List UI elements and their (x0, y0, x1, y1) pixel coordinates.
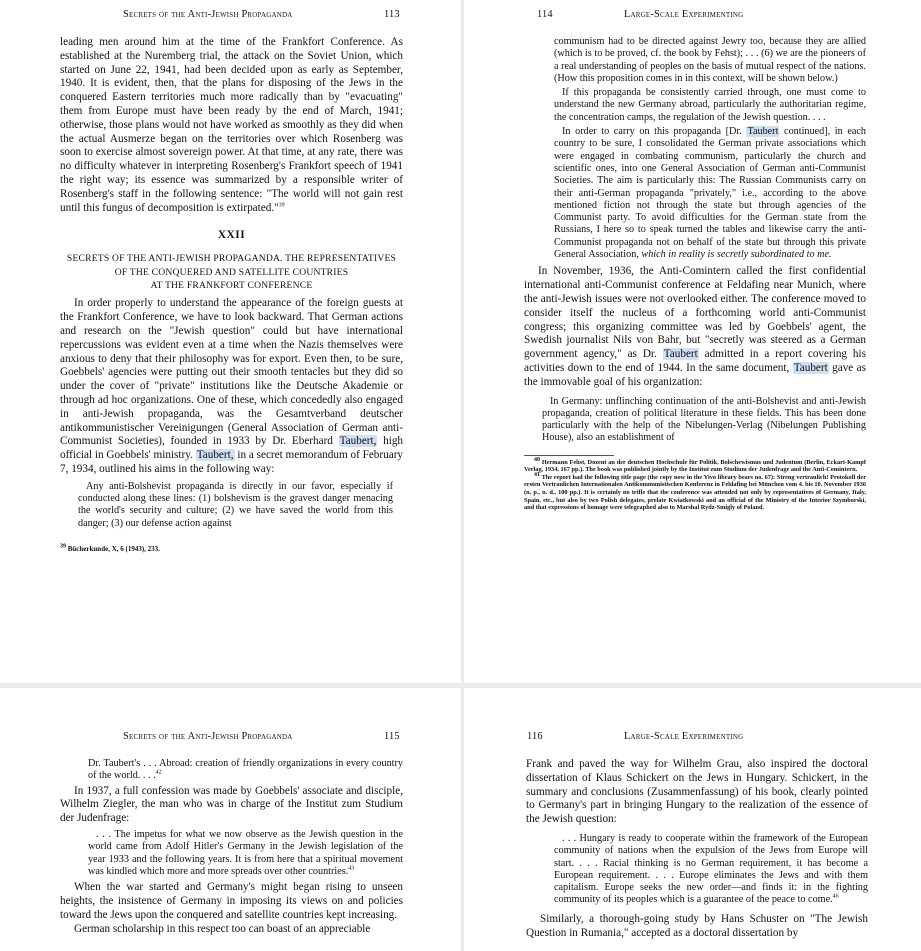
header-title: Secrets of the Anti-Jewish Propaganda (123, 731, 293, 742)
search-highlight: Taubert (793, 361, 828, 374)
header-title: Large-Scale Experimenting (624, 731, 744, 742)
search-highlight: Taubert (663, 348, 698, 361)
page-number: 116 (527, 731, 543, 742)
search-highlight: Taubert (747, 126, 779, 138)
chapter-title: SECRETS OF THE ANTI-JEWISH PROPAGANDA. THE REPRESENTATIVES OF THE CONQUERED AND SATELLITE COUNTRIES AT THE FRANKFORT CONFERENCE (66, 253, 397, 291)
page-body (526, 758, 868, 940)
block-quote: In Germany: unflinching continuation of the anti-Bolshevist and anti-Jewish propaganda, creation of political literature in these fields. This has been done particularly with the help of the Nibelungen-Verlag (Nibelungen Publishing House), also an establishment of (542, 395, 866, 444)
running-header (624, 731, 743, 742)
chapter-number: XXII (217, 229, 246, 242)
footnote-rule (524, 455, 614, 456)
running-header (624, 9, 743, 20)
footnotes: $^{40}$ Hermann Fehst, Dozent an der deutschen Hochschule für Politik, Bolschewismus und Judentum (Berlin, Eckart-Kampf Verlag, 1934, 167 pp.). The book was published jointly by the Institut zum Studium der Judenfrage and the Anti-Comintern. $^{41}$ The report had the following title page (the copy now in the Yivo library bears no. 67): Streng vertraulich! Protokoll der ersten Vertraulichen Internationalen Antikommunistischen Konferenz in Feldafing bei München vom 4. bis 10. November 1936 (n. p., n. d., 100 pp.). It is certainly no trifle that the conference was attended not only by representatives of Germany, Italy, Spain, etc., but also by two Polish delegates, prelate Kwiatkowski and an official of the Ministry of the Interior Szymborski, and that expressions of homage were telegraphed also to Marshal Rydz-Smigly of Poland. (524, 456, 867, 512)
paragraph: In 1937, a full confession was made by Goebbels' associate and disciple, Wilhelm Ziegler, the man who was in charge of the Institut zum Studium der Judenfrage: (60, 784, 403, 825)
page-116 (464, 688, 921, 951)
block-quote: Any anti-Bolshevist propaganda is directly in our favor, especially if conducted along these lines: (1) bolshevism is the gravest danger menacing the world's security and culture; (2) we have saved the world from this danger; (3) our defense action against (78, 480, 393, 529)
page-115 (0, 688, 461, 951)
search-highlight: Taubert, (339, 435, 377, 448)
block-quote: Dr. Taubert's . . . Abroad: creation of friendly organizations in every country of the world. . . .$^{42}$ (88, 758, 403, 782)
running-header (123, 731, 293, 742)
page-body (60, 36, 403, 554)
block-quote: . . . The impetus for what we now observe as the Jewish question in the world came from Adolf Hitler's Germany in the Jewish legislation of the year 1933 and the following years. It is from here that a spiritual movement was kindled which more and more spreads over other countries.$^{43}$ (88, 828, 403, 877)
page-number: 113 (384, 9, 400, 20)
page-body (60, 758, 403, 936)
footnote: $^{39}$ Bücherkunde, X, 6 (1943), 233. (60, 543, 160, 553)
paragraph: In order properly to understand the appearance of the foreign guests at the Frankfort Conference, we have to look backward. That German actions and research on the "Jewish question" could but have international repercussions was evident even at a time when the Nazis themselves were anxious to deny that their philosophy was for export. Even then, to be sure, Goebbels' agencies were putting out their smooth tentacles but they did so under the cover of "private" institutions like the Deutsche Akademie or through ad hoc organizations. One of these, which concededly also engaged in anti-Jewish propaganda, was the Gesamtverband deutscher antikommunistischer Vereinigungen (General Association of German anti-Communist Societies), founded in 1933 by Dr. Eberhard Taubert, high official in Goebbels' ministry. Taubert, in a secret memorandum of February 7, 1934, outlined his aims in the following way: (60, 297, 404, 475)
paragraph: In November, 1936, the Anti-Comintern called the first confidential international anti-Communist conference at Feldafing near Munich, where the anti-Jewish issues were not overlooked either. The conference moved to consider itself the nucleus of a forthcoming world anti-Communist congress; this organizing committee was led by Goebbels' agent, the Swedish journalist Nils von Bahr, but "secretly was steered as a German government agency," as Dr. Taubert admitted in a report covering his activities down to the end of 1944. In the same document, Taubert gave as the immovable goal of his organization: (524, 265, 866, 388)
paragraph: German scholarship in this respect too can boast of an appreciable (74, 922, 371, 935)
page-114 (464, 0, 921, 683)
paragraph: Similarly, a thorough-going study by Hans Schuster on "The Jewish Question in Rumania," accepted as a doctoral dissertation by (526, 912, 868, 939)
block-quote: communism had to be directed against Jewry too, because they are allied (which is to be proved, cf. the book by Fehst); . . . (6) we are the pioneers of a real understanding of peoples on the basis of mutual respect of the nations. (How this proposition comes in in this context, will be shown below.) If this propaganda be consistently carried through, one must come to understand the new Germany abroad, particularly the authoritarian regime, the concentration camps, the regulation of the Jewish question. . . . In order to carry on this propaganda [Dr. Taubert continued], in each country to be sure, I consolidated the German private associations which were engaged in combating communism, particularly the church and scientific ones, into one General Association of German anti-Communist Societies. The aim is particularly this: The Russian Communists carry on their anti-German propaganda "privately," i.e., according to the above mentioned fiction not through the state but through agencies of the Communist party. To avoid difficulties for the German state from the Russians, I here so to speak turned the tables and likewise carry the anti-Communist propaganda not on behalf of the state but through this private General Association, which in reality is secretly subordinated to me. (554, 36, 867, 261)
block-quote: . . . Hungary is ready to cooperate within the framework of the European community of nations when the expulsion of the Jews from Europe will start. . . . Racial thinking is no German requirement, it has become a European requirement. . . . Europe eliminates the Jews and with them capitalism. Europe seeks the new order—and finds it: in the fighting community of its peoples which is a guarantee of the peace to come.$^{46}$ (554, 832, 868, 906)
page-number: 114 (537, 9, 553, 20)
page-number: 115 (384, 731, 400, 742)
search-highlight: Taubert, (196, 449, 234, 462)
paragraph: Frank and paved the way for Wilhelm Grau, also inspired the doctoral dissertation of Klaus Schickert on the Jews in Hungary. Schickert, in the summary and conclusions (Zusammenfassung) of his book, clearly pointed to Germany's part in bringing Hungary to the realization of the essence of the Jewish question: (526, 758, 868, 826)
paragraph: leading men around him at the time of the Frankfort Conference. As established at the Nuremberg trial, the attack on the Soviet Union, which started on June 22, 1941, had been decided upon as early as September, 1940. It is evident, then, that the plans for disposing of the Jews in the conquered Eastern territories much more radically than by "evacuating" them from Europe must have been ready by the end of March, 1941; otherwise, those plans would not have worked as smoothly as they did when the actual Ausmerze began on the territories over which Rosenberg was soon to exercise almost sovereign power. At that time, at any rate, there was no difficulty whatever in interpreting Rosenberg's Frankfort speech of 1941 the right way; its essence was summarized by a responsible writer of Rosenberg's staff in the following sentence: "The world will not gain rest until this fungus of decomposition is extirpated."$^{39}$ (60, 36, 403, 214)
running-header (123, 9, 293, 20)
page-body (524, 36, 866, 512)
paragraph: When the war started and Germany's might began rising to unseen heights, the insistence of Germany in imposing its views on and policies toward the Jews upon the conquered and satellite countries kept increasing. (60, 881, 403, 921)
header-title: Large-Scale Experimenting (624, 9, 744, 20)
header-title: Secrets of the Anti-Jewish Propaganda (123, 9, 293, 20)
page-113 (0, 0, 461, 683)
